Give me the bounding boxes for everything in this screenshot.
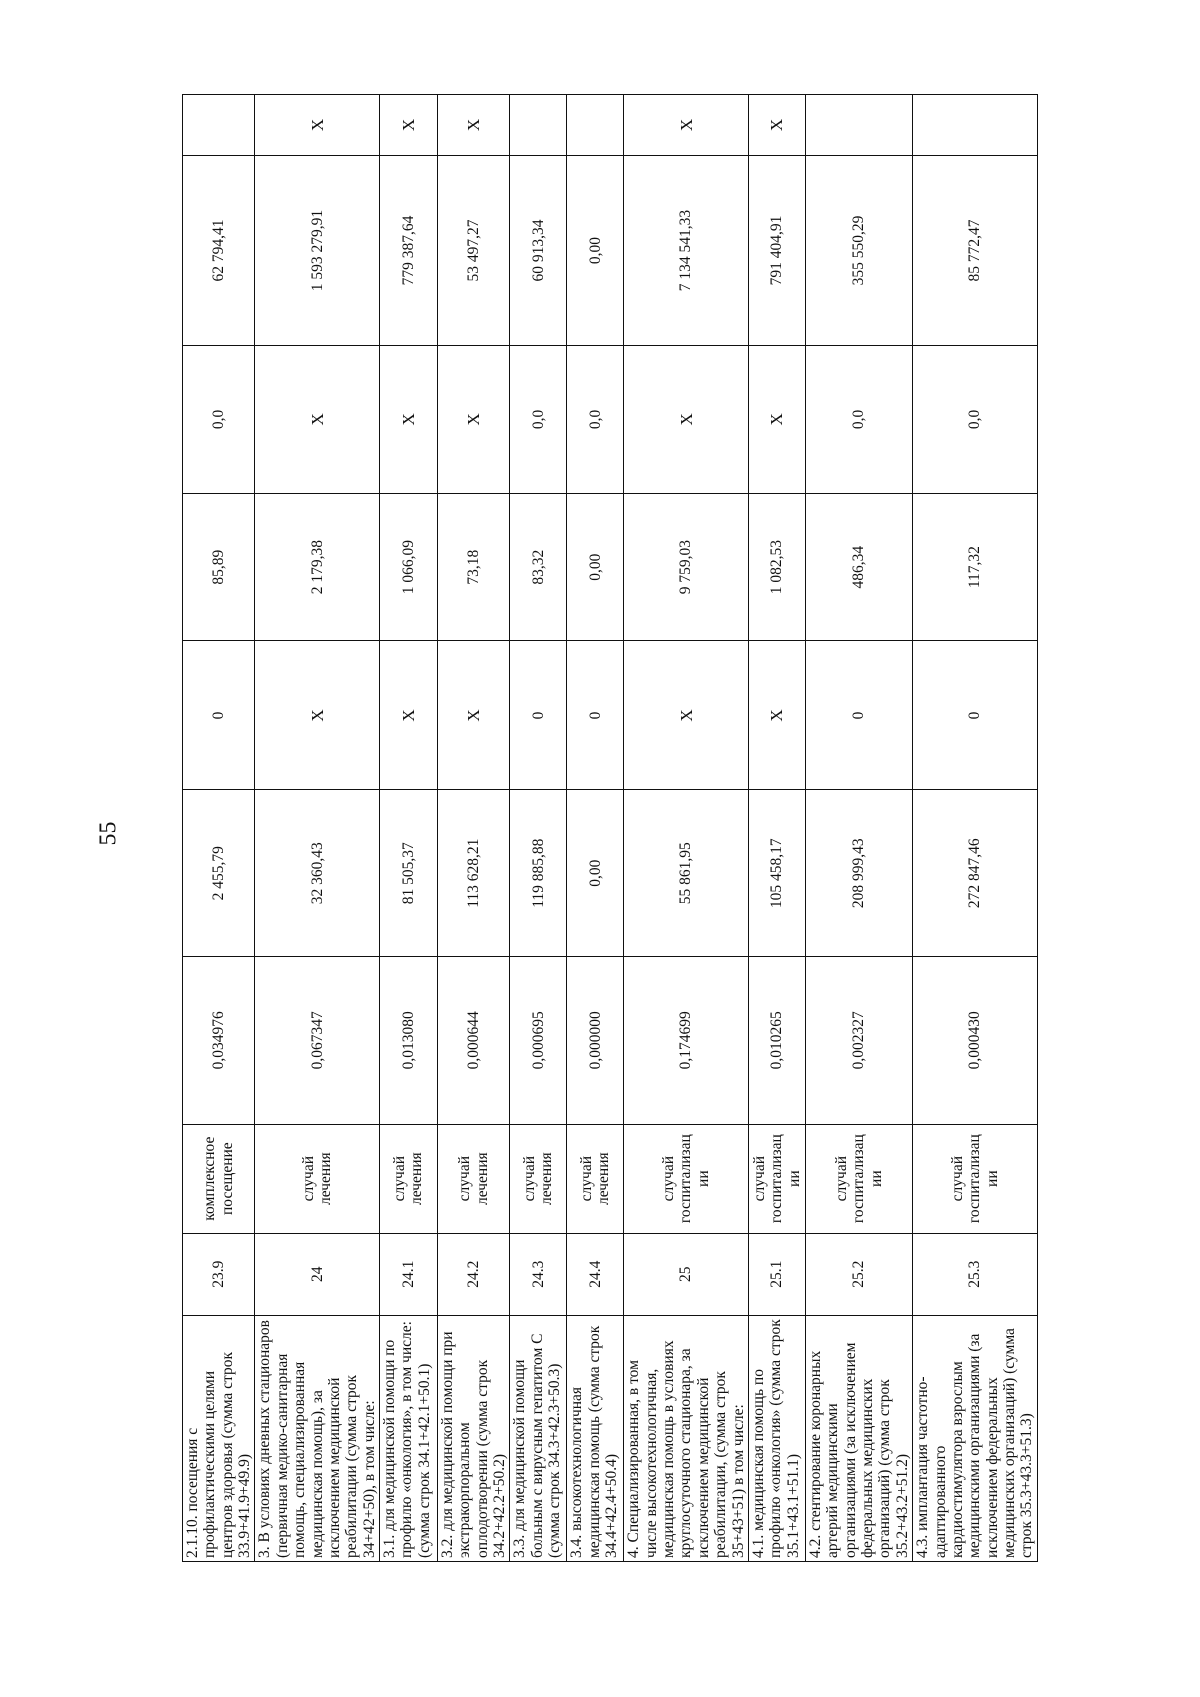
cell-c5: 0	[510, 641, 567, 790]
cell-norm: 0,034976	[183, 956, 255, 1124]
cell-unit: случай лечения	[567, 1124, 624, 1233]
cell-desc: 2.1.10. посещения с профилактическими целями центров здоровья (сумма строк 33.9+41.9+49.9)	[183, 1315, 255, 1561]
cell-norm: 0,010265	[748, 956, 805, 1124]
cell-c9: X	[624, 95, 749, 156]
cell-desc: 4. Специализированная, в том числе высокотехнологичная, медицинская помощь в условиях круглосуточного стационара, за исключением медицинской реабилитации, (сумма строк 35+43+51) в том числе:	[624, 1315, 749, 1561]
cell-code: 25.3	[913, 1233, 1038, 1315]
cell-c9: X	[748, 95, 805, 156]
cell-c6: 117,32	[913, 493, 1038, 641]
cell-code: 24.3	[510, 1233, 567, 1315]
table-row	[437, 95, 509, 1562]
cell-norm: 0,000695	[510, 956, 567, 1124]
cell-c7: 0,0	[510, 346, 567, 494]
cell-cost: 208 999,43	[805, 790, 912, 957]
cell-c9	[913, 95, 1038, 156]
cell-c9	[510, 95, 567, 156]
cell-c7: 0,0	[805, 346, 912, 494]
cell-c5: X	[624, 641, 749, 790]
cell-unit: случай госпитализац ии	[624, 1124, 749, 1233]
table-row	[183, 95, 255, 1562]
cell-c7: X	[255, 346, 380, 494]
cell-cost: 32 360,43	[255, 790, 380, 957]
cell-code: 23.9	[183, 1233, 255, 1315]
cell-cost: 105 458,17	[748, 790, 805, 957]
cell-norm: 0,013080	[379, 956, 437, 1124]
cell-c7: X	[379, 346, 437, 494]
cell-unit: случай госпитализац ии	[805, 1124, 912, 1233]
cell-desc: 3.1. для медицинской помощи по профилю «онкология», в том числе: (сумма строк 34.1+42.1+50.1)	[379, 1315, 437, 1561]
cell-c9	[183, 95, 255, 156]
cell-code: 24	[255, 1233, 380, 1315]
cell-unit: комплексное посещение	[183, 1124, 255, 1233]
cell-cost: 2 455,79	[183, 790, 255, 957]
cell-c8: 779 387,64	[379, 156, 437, 346]
cell-desc: 3.2. для медицинской помощи при экстракорпоральном оплодотворении (сумма строк 34.2+42.2+50.2)	[437, 1315, 509, 1561]
cell-c8: 53 497,27	[437, 156, 509, 346]
cell-unit: случай лечения	[255, 1124, 380, 1233]
cell-code: 24.2	[437, 1233, 509, 1315]
table-row	[913, 95, 1038, 1562]
cell-c7: 0,0	[913, 346, 1038, 494]
page-number: 55	[95, 821, 122, 846]
cell-norm: 0,000000	[567, 956, 624, 1124]
cell-desc: 4.2. стентирование коронарных артерий медицинскими организациями (за исключением федеральных медицинских организаций) (сумма строк 35.2+43.2+51.2)	[805, 1315, 912, 1561]
cell-c6: 9 759,03	[624, 493, 749, 641]
cell-cost: 113 628,21	[437, 790, 509, 957]
table-row	[255, 95, 380, 1562]
cell-c8: 1 593 279,91	[255, 156, 380, 346]
cell-code: 25.1	[748, 1233, 805, 1315]
cell-c5: 0	[913, 641, 1038, 790]
cell-unit: случай госпитализац ии	[748, 1124, 805, 1233]
cell-desc: 3.4. высокотехнологичная медицинская помощь (сумма строк 34.4+42.4+50.4)	[567, 1315, 624, 1561]
cell-desc: 3. В условиях дневных стационаров (первичная медико-санитарная помощь, специализированная медицинская помощь), за исключением медицинской реабилитации (сумма строк 34+42+50), в том числе:	[255, 1315, 380, 1561]
cell-c8: 355 550,29	[805, 156, 912, 346]
cell-c5: X	[748, 641, 805, 790]
cell-c5: 0	[805, 641, 912, 790]
cell-norm: 0,174699	[624, 956, 749, 1124]
rotated-table-container	[182, 94, 1036, 1562]
cell-c6: 2 179,38	[255, 493, 380, 641]
cell-unit: случай госпитализац ии	[913, 1124, 1038, 1233]
cell-cost: 55 861,95	[624, 790, 749, 957]
cell-unit: случай лечения	[510, 1124, 567, 1233]
cell-c6: 85,89	[183, 493, 255, 641]
cell-desc: 4.3. имплантация частотно-адаптированного кардиостимулятора взрослым медицинскими организациями (за исключением федеральных медицинских организаций) (сумма строк 35.3+43.3+51.3)	[913, 1315, 1038, 1561]
table-row	[379, 95, 437, 1562]
cell-unit: случай лечения	[437, 1124, 509, 1233]
data-table	[182, 94, 1038, 1562]
table-row	[510, 95, 567, 1562]
cell-code: 25.2	[805, 1233, 912, 1315]
cell-c7: X	[437, 346, 509, 494]
cell-c9	[567, 95, 624, 156]
cell-norm: 0,002327	[805, 956, 912, 1124]
cell-c6: 73,18	[437, 493, 509, 641]
cell-norm: 0,067347	[255, 956, 380, 1124]
cell-c9: X	[379, 95, 437, 156]
cell-c8: 0,00	[567, 156, 624, 346]
cell-c8: 7 134 541,33	[624, 156, 749, 346]
cell-c8: 791 404,91	[748, 156, 805, 346]
cell-c7: 0,0	[567, 346, 624, 494]
cell-c5: X	[437, 641, 509, 790]
cell-c8: 60 913,34	[510, 156, 567, 346]
cell-c5: 0	[567, 641, 624, 790]
cell-desc: 4.1. медицинская помощь по профилю «онкология» (сумма строк 35.1+43.1+51.1)	[748, 1315, 805, 1561]
cell-desc: 3.3. для медицинской помощи больным с вирусным гепатитом С (сумма строк 34.3+42.3+50.3)	[510, 1315, 567, 1561]
cell-norm: 0,000430	[913, 956, 1038, 1124]
cell-cost: 81 505,37	[379, 790, 437, 957]
cell-code: 24.1	[379, 1233, 437, 1315]
table-row	[748, 95, 805, 1562]
cell-norm: 0,000644	[437, 956, 509, 1124]
table-row	[624, 95, 749, 1562]
cell-cost: 272 847,46	[913, 790, 1038, 957]
cell-c7: 0,0	[183, 346, 255, 494]
cell-c6: 486,34	[805, 493, 912, 641]
cell-c8: 62 794,41	[183, 156, 255, 346]
cell-c9: X	[437, 95, 509, 156]
cell-c6: 1 066,09	[379, 493, 437, 641]
table-viewport	[182, 94, 1036, 1562]
cell-c8: 85 772,47	[913, 156, 1038, 346]
cell-c5: X	[379, 641, 437, 790]
cell-c6: 0,00	[567, 493, 624, 641]
cell-c6: 1 082,53	[748, 493, 805, 641]
cell-code: 24.4	[567, 1233, 624, 1315]
table-row	[805, 95, 912, 1562]
cell-c7: X	[624, 346, 749, 494]
cell-cost: 119 885,88	[510, 790, 567, 957]
cell-c7: X	[748, 346, 805, 494]
cell-cost: 0,00	[567, 790, 624, 957]
cell-c9: X	[255, 95, 380, 156]
table-row	[567, 95, 624, 1562]
cell-unit: случай лечения	[379, 1124, 437, 1233]
cell-c9	[805, 95, 912, 156]
cell-c5: 0	[183, 641, 255, 790]
cell-c5: X	[255, 641, 380, 790]
cell-code: 25	[624, 1233, 749, 1315]
cell-c6: 83,32	[510, 493, 567, 641]
